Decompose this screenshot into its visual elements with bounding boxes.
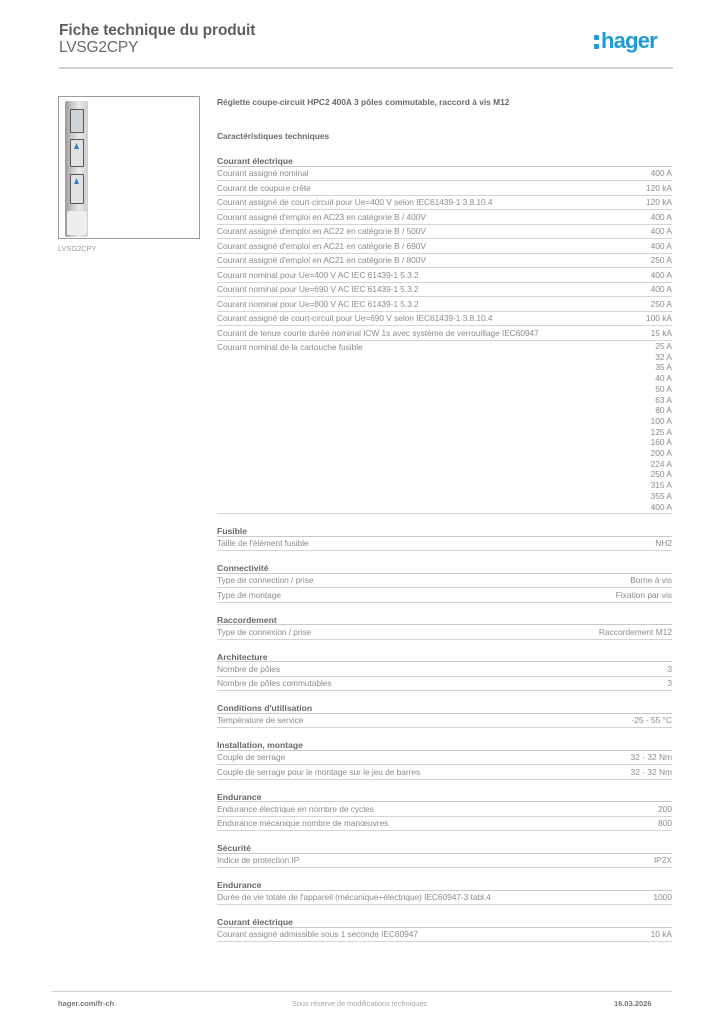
spec-section xyxy=(217,652,672,692)
spec-value: 80 A xyxy=(655,405,672,416)
spec-label: Nombre de pôles xyxy=(217,663,281,674)
spec-value: 10 kA xyxy=(650,929,672,940)
spec-row xyxy=(217,662,672,677)
spec-row xyxy=(217,312,672,327)
spec-label: Type de connection / prise xyxy=(217,575,314,586)
spec-label: Courant nominal pour Ue=690 V AC IEC 61439-1 5.3.2 xyxy=(217,284,419,294)
spec-value: Raccordement M12 xyxy=(598,626,672,637)
spec-label: Courant assigné de court-circuit pour Ue=400 V selon IEC61439-1 3.8.10.4 xyxy=(217,197,493,207)
spec-value: 400 A xyxy=(650,501,672,512)
spec-section xyxy=(217,156,672,514)
spec-label: Nombre de pôles commutables xyxy=(217,678,332,689)
spec-value: 35 A xyxy=(655,362,672,373)
spec-value: 400 A xyxy=(650,226,672,236)
section-heading: Connectivité xyxy=(217,563,672,574)
spec-value: 32 - 32 Nm xyxy=(630,752,672,763)
product-title: Réglette coupe-circuit HPC2 400A 3 pôles commutable, raccord à vis M12 xyxy=(217,97,510,107)
section-heading: Installation, montage xyxy=(217,740,672,751)
fuse-switch-device-illustration xyxy=(65,101,88,237)
spec-row xyxy=(217,625,672,640)
spec-section xyxy=(217,917,672,942)
spec-label: Couple de serrage pour le montage sur le jeu de barres xyxy=(217,766,421,777)
image-caption: LVSG2CPY xyxy=(58,244,97,253)
product-image xyxy=(58,96,200,239)
spec-value: 32 A xyxy=(655,351,672,362)
spec-row xyxy=(217,210,672,225)
spec-value: 3 xyxy=(667,663,672,674)
spec-section xyxy=(217,563,672,603)
spec-value: 1000 xyxy=(653,892,672,903)
device-base xyxy=(67,211,87,235)
section-heading: Courant électrique xyxy=(217,156,672,167)
spec-value: 250 A xyxy=(650,469,672,480)
spec-row xyxy=(217,928,672,943)
spec-label: Courant nominal de la cartouche fusible xyxy=(217,342,363,352)
spec-row xyxy=(217,225,672,240)
spec-label: Courant assigné d'emploi en AC21 en catégorie B / 690V xyxy=(217,240,426,251)
spec-section xyxy=(217,740,672,780)
spec-label: Courant assigné d'emploi en AC23 en catégorie B / 400V xyxy=(217,211,426,222)
spec-content xyxy=(217,96,672,942)
spec-value-list xyxy=(651,341,672,513)
spec-row xyxy=(217,588,672,603)
spec-label: Indice de protection IP xyxy=(217,855,300,866)
spec-section xyxy=(217,880,672,905)
spec-value: 125 A xyxy=(650,426,672,437)
spec-row xyxy=(217,283,672,298)
spec-value: 800 xyxy=(658,818,672,829)
spec-row xyxy=(217,326,672,341)
spec-row xyxy=(217,254,672,269)
section-heading: Fusible xyxy=(217,526,672,537)
spec-row xyxy=(217,297,672,312)
spec-section xyxy=(217,703,672,728)
section-heading: Endurance xyxy=(217,792,672,803)
spec-value: 32 - 32 Nm xyxy=(630,766,672,777)
footer-website-link[interactable]: hager.com/fr-ch xyxy=(58,999,115,1008)
spec-value: 400 A xyxy=(650,284,672,294)
footer-disclaimer: Sous réserve de modifications techniques xyxy=(292,999,428,1008)
spec-value: -25 - 55 °C xyxy=(631,715,672,726)
section-heading: Courant électrique xyxy=(217,917,672,928)
spec-label: Courant nominal pour Ue=400 V AC IEC 61439-1 5.3.2 xyxy=(217,269,419,280)
spec-label: Couple de serrage xyxy=(217,752,286,763)
spec-value: 355 A xyxy=(650,490,672,501)
spec-value: Fixation par vis xyxy=(615,589,672,600)
spec-section xyxy=(217,615,672,640)
fuse-slot-1 xyxy=(70,139,84,167)
spec-label: Courant assigné de court-circuit pour Ue=690 V selon IEC61439-1 3.8.10.4 xyxy=(217,313,493,323)
product-reference: LVSG2CPY xyxy=(59,39,139,56)
spec-label: Courant assigné d'emploi en AC21 en catégorie B / 800V xyxy=(217,255,426,265)
spec-row xyxy=(217,167,672,182)
device-window-top xyxy=(70,109,84,133)
spec-label: Courant assigné admissible sous 1 seconde IEC60947 xyxy=(217,929,418,940)
footer-divider xyxy=(52,991,672,992)
spec-label: Taille de l'élément fusible xyxy=(217,538,309,549)
spec-row xyxy=(217,802,672,817)
spec-label: Type de montage xyxy=(217,589,281,600)
spec-value: 40 A xyxy=(655,373,672,384)
spec-label: Type de connexion / prise xyxy=(217,626,312,637)
section-heading: Endurance xyxy=(217,880,672,891)
spec-label: Température de service xyxy=(217,715,304,726)
spec-label: Durée de vie totale de l'appareil (mécanique+électrique) IEC60947-3 tabl.4 xyxy=(217,892,491,903)
logo-colon-icon xyxy=(594,35,600,49)
spec-row xyxy=(217,268,672,283)
spec-row xyxy=(217,677,672,692)
section-heading: Raccordement xyxy=(217,615,672,626)
footer-date: 16.03.2026 xyxy=(614,999,652,1008)
spec-value: 200 A xyxy=(650,448,672,459)
spec-row xyxy=(217,714,672,729)
spec-row xyxy=(217,751,672,766)
spec-value: Borne à vis xyxy=(630,575,672,586)
spec-value: 224 A xyxy=(650,458,672,469)
spec-value: 400 A xyxy=(650,211,672,222)
hager-logo xyxy=(594,28,657,54)
spec-value: NH2 xyxy=(655,538,672,549)
spec-value: 3 xyxy=(667,678,672,689)
spec-row xyxy=(217,537,672,552)
spec-value: 50 A xyxy=(655,383,672,394)
spec-row xyxy=(217,239,672,254)
spec-row xyxy=(217,891,672,906)
spec-row xyxy=(217,574,672,589)
spec-value: 250 A xyxy=(650,255,672,265)
spec-label: Endurance électrique en nombre de cycles xyxy=(217,803,374,814)
fuse-slot-2 xyxy=(70,174,84,204)
spec-row xyxy=(217,765,672,780)
spec-value: 100 A xyxy=(650,415,672,426)
spec-row xyxy=(217,854,672,869)
spec-value: 400 A xyxy=(650,168,672,178)
spec-value: 160 A xyxy=(650,437,672,448)
spec-label: Endurance mécanique nombre de manœuvres xyxy=(217,818,389,829)
header-title: Fiche technique du produit xyxy=(59,22,256,39)
section-heading: Architecture xyxy=(217,652,672,663)
spec-section xyxy=(217,792,672,832)
spec-value: 400 A xyxy=(650,240,672,251)
spec-label: Courant de coupure crête xyxy=(217,182,311,193)
section-heading: Sécurité xyxy=(217,843,672,854)
spec-value: 120 kA xyxy=(645,182,672,193)
spec-section xyxy=(217,843,672,868)
spec-value: 315 A xyxy=(650,480,672,491)
spec-row xyxy=(217,817,672,832)
spec-label: Courant assigné nominal xyxy=(217,168,309,178)
spec-value: 250 A xyxy=(650,298,672,309)
spec-value: IP2X xyxy=(653,855,672,866)
spec-heading: Caractéristiques techniques xyxy=(217,131,330,141)
spec-value: 25 A xyxy=(655,341,672,351)
spec-row xyxy=(217,181,672,196)
spec-sections xyxy=(217,156,672,942)
spec-value: 400 A xyxy=(650,269,672,280)
spec-value: 15 kA xyxy=(650,327,672,338)
spec-value: 200 xyxy=(658,803,672,814)
spec-value: 100 kA xyxy=(645,313,672,323)
spec-section xyxy=(217,526,672,551)
spec-value: 63 A xyxy=(655,394,672,405)
spec-label: Courant de tenue courte durée nominal ICW 1s avec système de verrouillage IEC60947 xyxy=(217,327,539,338)
logo-text: hager xyxy=(601,28,657,53)
spec-label: Courant assigné d'emploi en AC22 en catégorie B / 500V xyxy=(217,226,426,236)
spec-row xyxy=(217,341,672,515)
spec-label: Courant nominal pour Ue=800 V AC IEC 61439-1 5.3.2 xyxy=(217,298,419,309)
header-divider xyxy=(59,67,673,69)
spec-value: 120 kA xyxy=(645,197,672,207)
spec-row xyxy=(217,196,672,211)
section-heading: Conditions d'utilisation xyxy=(217,703,672,714)
